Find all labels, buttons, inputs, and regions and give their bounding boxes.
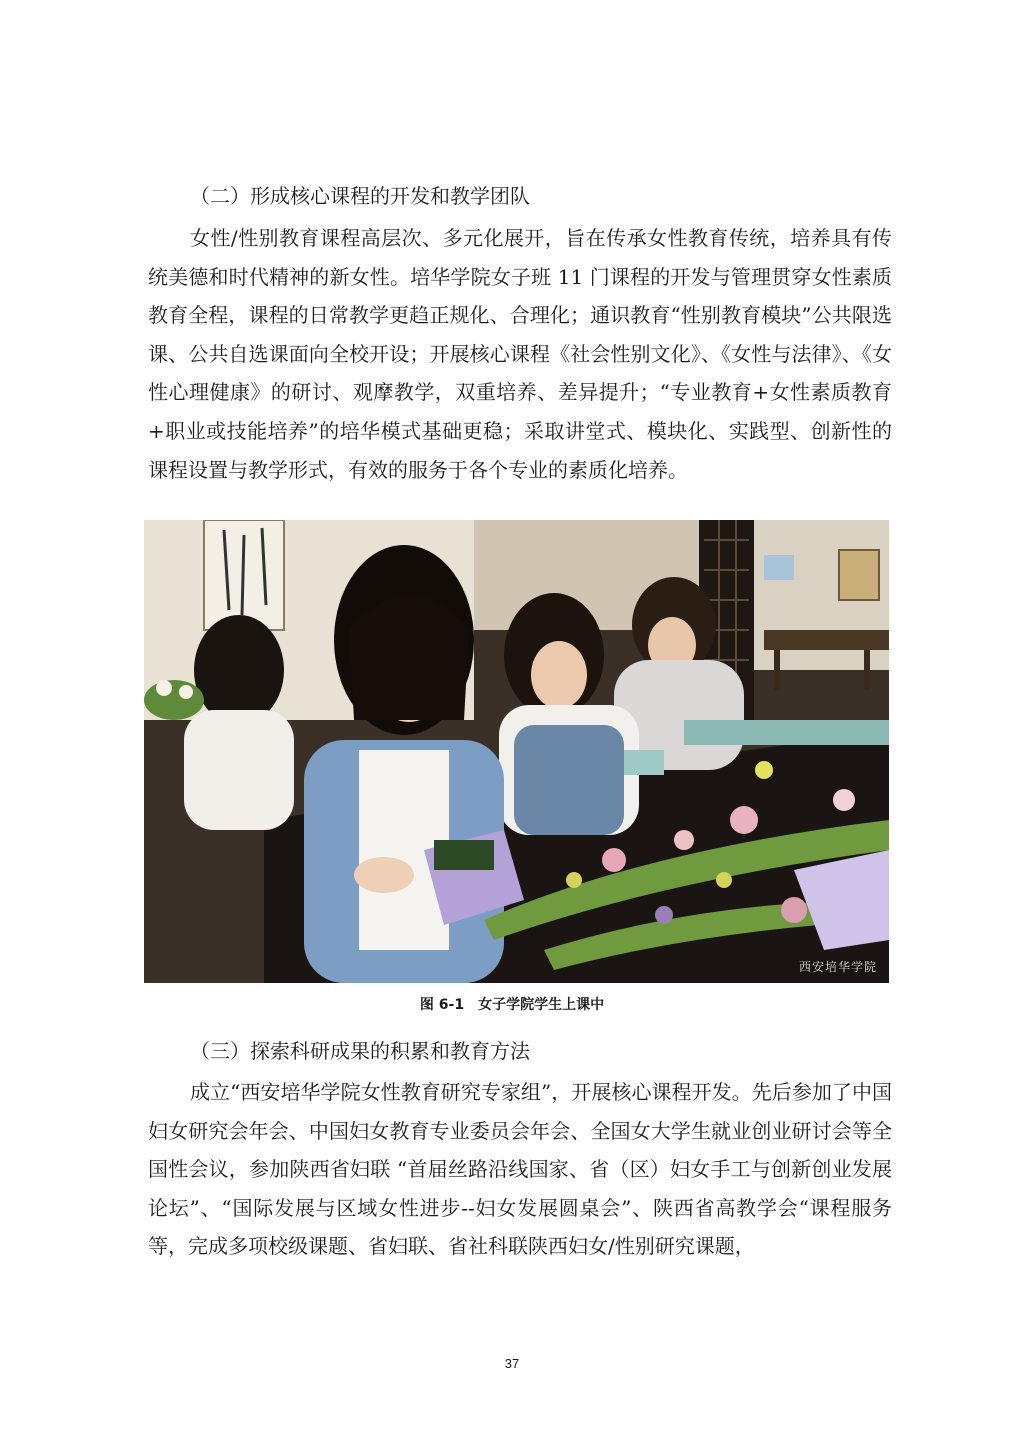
students-flower-arranging-photo: [144, 520, 889, 983]
section-2-paragraph: 女性/性别教育课程高层次、多元化展开，旨在传承女性教育传统，培养具有传统美德和时代精神的新女性。培华学院女子班 11 门课程的开发与管理贯穿女性素质教育全程，课程的日常教学更趋正规化、合理化；通识教育“性别教育模块”公共限选课、公共自选课面向全校开设；开展核心课程《社会性别文化》、《女性与法律》、《女性心理健康》的研讨、观摩教学，双重培养、差异提升；“专业教育+女性素质教育+职业或技能培养”的培华模式基础更稳；采取讲堂式、模块化、实践型、创新性的课程设置与教学形式，有效的服务于各个专业的素质化培养。: [148, 226, 892, 482]
page-number: 37: [504, 1356, 520, 1371]
section-3-paragraph: 成立“西安培华学院女性教育研究专家组”，开展核心课程开发。先后参加了中国妇女研究会年会、中国妇女教育专业委员会年会、全国女大学生就业创业研讨会等全国性会议，参加陕西省妇联 “首届丝路沿线国家、省（区）妇女手工与创新创业发展论坛”、“国际发展与区域女性进步--妇女发展圆桌会”、陕西省高教学会“课程服务等，完成多项校级课题、省妇联、省社科联陕西妇女/性别研究课题，: [148, 1080, 892, 1259]
photo-watermark: 西安培华学院: [798, 960, 877, 974]
figure-caption-text: 女子学院学生上课中: [478, 997, 605, 1013]
section-heading-2: （二）形成核心课程的开发和教学团队: [190, 184, 530, 208]
figure-caption: [0, 994, 1024, 1014]
section-heading-3: （三）探索科研成果的积累和教育方法: [190, 1039, 530, 1063]
figure-photo: [144, 520, 889, 983]
figure-number: 图 6-1: [419, 997, 465, 1013]
